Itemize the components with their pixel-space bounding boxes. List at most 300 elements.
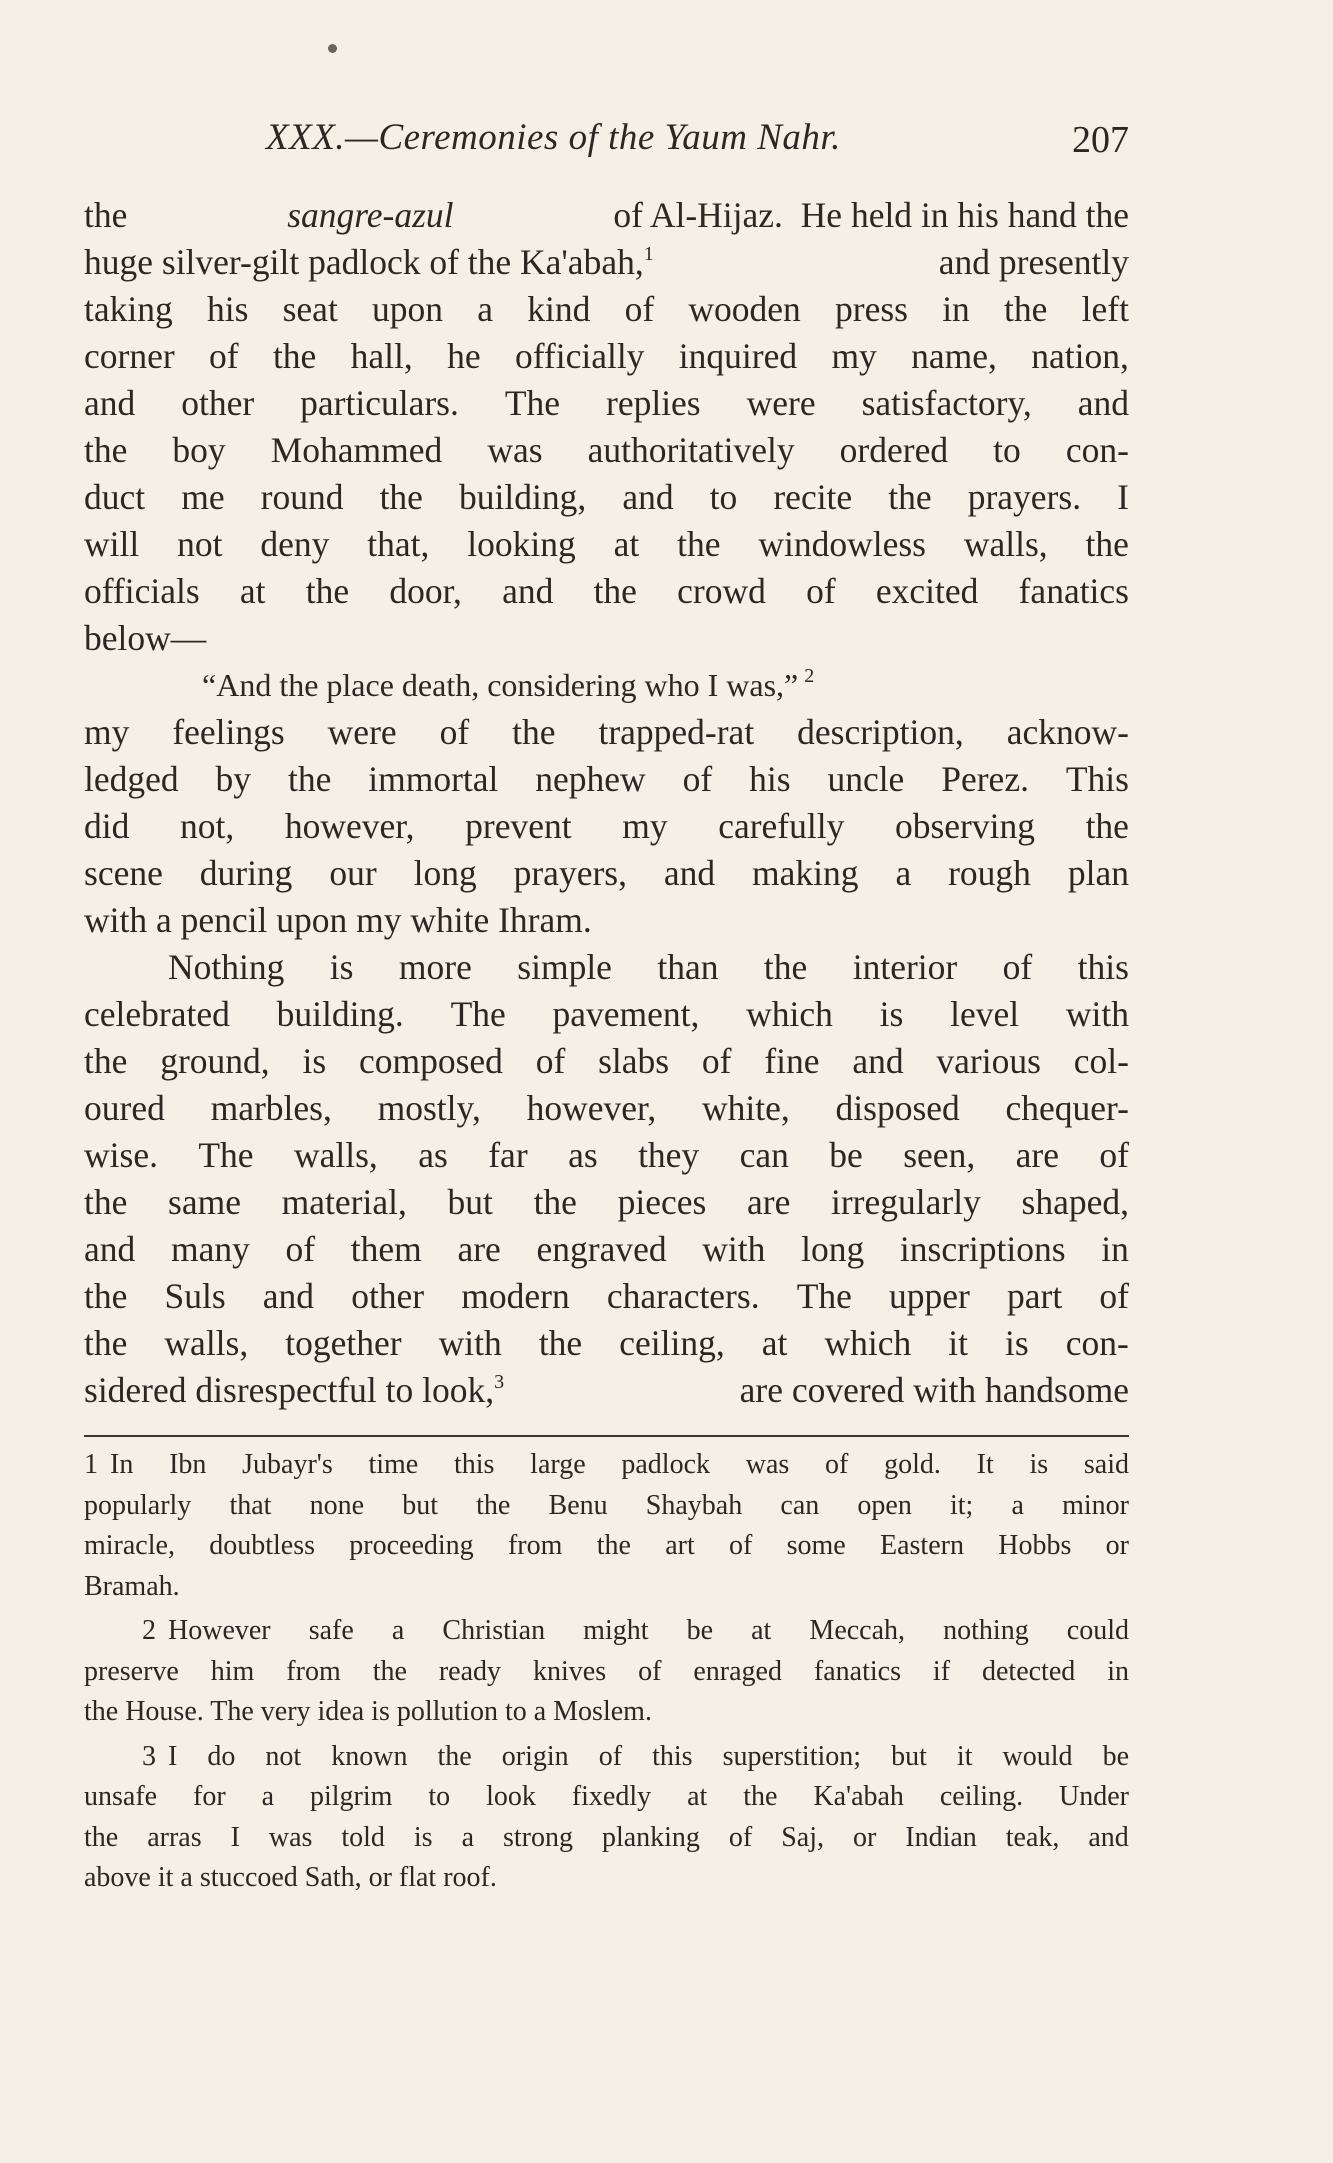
word: doubtless (209, 1530, 316, 1561)
word: upon (372, 289, 444, 329)
word: making (752, 853, 859, 893)
text-line (84, 803, 1129, 850)
word: excited (875, 571, 979, 611)
word: were (746, 383, 816, 423)
word: fixedly (571, 1781, 652, 1812)
word: various (936, 1041, 1041, 1081)
word: long (801, 1229, 865, 1269)
word: crowd (677, 571, 766, 611)
word: the (1004, 289, 1048, 329)
footnote-2 (84, 1611, 1129, 1733)
word: the (272, 336, 317, 376)
word: material, (281, 1182, 407, 1222)
text-line (84, 756, 1129, 803)
word: irregularly (831, 1182, 981, 1222)
word: fanatics (813, 1655, 901, 1687)
word: the (888, 477, 932, 517)
word: by (215, 759, 252, 799)
word: from (286, 1655, 341, 1687)
word: popularly (84, 1489, 192, 1521)
word: chequer- (1005, 1088, 1129, 1128)
word: at (687, 1781, 708, 1812)
word: celebrated (84, 994, 230, 1034)
word: deny (260, 524, 330, 564)
word: in (1101, 1229, 1129, 1269)
word: is (879, 994, 904, 1034)
text-line (84, 850, 1129, 897)
word: interior (852, 947, 958, 987)
word: strong (502, 1821, 573, 1853)
word: fanatics (1018, 571, 1129, 611)
text-run: and presently (938, 242, 1129, 282)
word: pilgrim (309, 1781, 393, 1812)
word: hall, (350, 336, 413, 376)
word: recite (773, 477, 853, 517)
word: the (533, 1182, 577, 1222)
word: were (327, 712, 397, 752)
word: I (1117, 477, 1129, 517)
word: of (806, 571, 836, 611)
word: unsafe (84, 1781, 158, 1812)
word: during (199, 853, 293, 893)
italic-term: sangre-azul (287, 195, 454, 235)
running-head: XXX.—Ceremonies of the Yaum Nahr. (266, 117, 841, 158)
word: ordered (839, 430, 949, 470)
word: this (1077, 947, 1129, 987)
word: prayers. (967, 477, 1082, 517)
word: not, (179, 806, 235, 846)
text-line (84, 1273, 1129, 1320)
word: ground, (160, 1041, 270, 1081)
word: preserve (84, 1655, 179, 1687)
word: my (831, 336, 877, 376)
quote-text: “And the place death, considering who I was,” (202, 667, 799, 703)
word: at (761, 1323, 788, 1363)
word: a (461, 1821, 474, 1853)
word: and (84, 383, 136, 423)
text-run (84, 1367, 504, 1414)
word: Under (1059, 1781, 1129, 1812)
word: a (1011, 1489, 1024, 1521)
word: are (1015, 1135, 1059, 1175)
word: con- (1065, 430, 1129, 470)
word: and (1077, 383, 1129, 423)
footnote-ref-2[interactable]: 2 (804, 665, 815, 687)
text-line (84, 192, 1129, 239)
word: arras (147, 1821, 202, 1853)
word: disposed (835, 1088, 960, 1128)
word: of (209, 336, 239, 376)
word: the (84, 430, 128, 470)
word: white, (702, 1088, 790, 1128)
word: the (1085, 806, 1129, 846)
word: at (239, 571, 266, 611)
word: walls, (963, 524, 1048, 564)
word: modern (461, 1276, 570, 1316)
word: feelings (172, 712, 285, 752)
word: composed (358, 1041, 503, 1081)
word: windowless (758, 524, 926, 564)
text-line (84, 1320, 1129, 1367)
word: the (379, 477, 423, 517)
word: to (709, 477, 738, 517)
text-line (84, 1132, 1129, 1179)
word: pieces (617, 1182, 707, 1222)
word: the (1085, 524, 1129, 564)
text-line: below— (84, 618, 207, 658)
word: ready (438, 1655, 502, 1687)
word: enraged (693, 1655, 782, 1687)
footnote-line: Bramah. (84, 1570, 180, 1602)
word: his (749, 759, 791, 799)
word: uncle (827, 759, 905, 799)
word: the (287, 759, 332, 799)
word: will (84, 524, 140, 564)
word: mostly, (377, 1088, 481, 1128)
word: shaped, (1021, 1182, 1129, 1222)
word: than (657, 947, 719, 987)
word: with (1065, 994, 1129, 1034)
word: left (1081, 289, 1129, 329)
word: is (302, 1041, 327, 1081)
word: of (624, 289, 655, 329)
word: for (193, 1781, 226, 1812)
block-quote (84, 662, 1129, 709)
text-line (84, 568, 1129, 615)
footnote-number: 3 (142, 1740, 156, 1772)
word: which (746, 994, 833, 1034)
word: satisfactory, (861, 383, 1032, 423)
word: and (622, 477, 674, 517)
word: inscriptions (899, 1229, 1066, 1269)
word: The (198, 1135, 254, 1175)
word: building. (276, 994, 404, 1034)
text-line (84, 1179, 1129, 1226)
word: it; (950, 1489, 974, 1521)
footnote-text: However safe a Christian might be at Meccah, nothing could (168, 1615, 1129, 1646)
word: the (84, 1276, 128, 1316)
word: seat (282, 289, 338, 329)
word: teak, (1005, 1821, 1060, 1853)
word: of (535, 1041, 566, 1081)
word: at (613, 524, 640, 564)
word: of (682, 759, 713, 799)
word: planking (601, 1821, 700, 1853)
word: it (948, 1323, 968, 1363)
footnote-number: 2 (142, 1615, 156, 1646)
word: wooden (688, 289, 801, 329)
word: the (84, 1041, 128, 1081)
word: long (413, 853, 477, 893)
word: in (1107, 1655, 1129, 1687)
word: nephew (535, 759, 646, 799)
word: Hobbs (998, 1530, 1072, 1561)
footnote-line (84, 1818, 1129, 1859)
word: to (428, 1781, 451, 1812)
word: however, (284, 806, 415, 846)
word: art (665, 1530, 695, 1561)
word: detected (981, 1655, 1076, 1687)
word: of (1002, 947, 1033, 987)
word: Ka'abah (813, 1781, 904, 1812)
word: they (638, 1135, 700, 1175)
word: he (447, 336, 481, 376)
word: building, (459, 477, 587, 517)
footnote-line (84, 1526, 1129, 1567)
word: and (502, 571, 554, 611)
word: The (450, 994, 506, 1034)
word: The (504, 383, 561, 423)
word: I (230, 1821, 240, 1853)
word: them (350, 1229, 422, 1269)
word: was (487, 430, 543, 470)
word: minor (1062, 1489, 1129, 1521)
footnote-rule (84, 1435, 1129, 1437)
word: ledged (84, 759, 179, 799)
text-run: the (84, 195, 128, 235)
word: This (1065, 759, 1129, 799)
word: observing (894, 806, 1035, 846)
word: but (447, 1182, 493, 1222)
word: walls, (294, 1135, 378, 1175)
word: did (84, 806, 130, 846)
footnote-line (84, 1445, 1129, 1486)
word: ceiling. (939, 1781, 1024, 1812)
word: but (402, 1489, 438, 1521)
word: level (950, 994, 1020, 1034)
word: was (268, 1821, 313, 1853)
word: the (84, 1821, 119, 1853)
word: of (285, 1229, 316, 1269)
word: as (418, 1135, 448, 1175)
word: carefully (718, 806, 845, 846)
word: the (84, 1323, 128, 1363)
word: of (439, 712, 470, 752)
word: Shaybah (645, 1489, 743, 1521)
word: seen, (903, 1135, 976, 1175)
word: none (309, 1489, 365, 1521)
text-line: with a pencil upon my white Ihram. (84, 900, 592, 940)
word: a (261, 1781, 275, 1812)
text-run: sidered disrespectful to look, (84, 1370, 495, 1410)
word: can (780, 1489, 820, 1521)
word: acknow- (1006, 712, 1129, 752)
text-line (84, 709, 1129, 756)
word: to (993, 430, 1021, 470)
text-line (84, 239, 1129, 286)
word: pavement, (552, 994, 700, 1034)
word: Benu (548, 1489, 608, 1521)
word: duct (84, 477, 146, 517)
word: of (638, 1655, 662, 1687)
word: looking (467, 524, 576, 564)
word: marbles, (210, 1088, 332, 1128)
word: some (786, 1530, 846, 1561)
word: and (852, 1041, 904, 1081)
word: officials (84, 571, 200, 611)
word: simple (517, 947, 612, 987)
word: taking (84, 289, 173, 329)
word: Perez. (941, 759, 1029, 799)
text-run (84, 239, 654, 286)
word: other (181, 383, 255, 423)
word: however, (526, 1088, 657, 1128)
word: Eastern (880, 1530, 964, 1561)
word: Mohammed (270, 430, 443, 470)
footnote-text: I do not known the origin of this superstition; but it would be (168, 1740, 1129, 1772)
word: officially (514, 336, 645, 376)
word: that (229, 1489, 272, 1521)
word: proceeding (349, 1530, 474, 1561)
word: wise. (84, 1135, 158, 1175)
word: is (413, 1821, 433, 1853)
word: replies (606, 383, 701, 423)
word: the (84, 1182, 128, 1222)
word: The (796, 1276, 852, 1316)
word: trapped-rat (598, 712, 755, 752)
word: is (1005, 1323, 1029, 1363)
footnote-ref-3[interactable]: 3 (494, 1371, 505, 1393)
word: miracle, (84, 1530, 175, 1561)
word: round (260, 477, 344, 517)
text-line (84, 521, 1129, 568)
word: prevent (465, 806, 572, 846)
text-run: of Al-Hijaz. He held in his hand the (613, 195, 1129, 235)
word: col- (1073, 1041, 1129, 1081)
word: Suls (164, 1276, 226, 1316)
body-text (84, 192, 1129, 1414)
word: the (372, 1655, 407, 1687)
word: told (341, 1821, 385, 1853)
text-line (84, 944, 1129, 991)
word: a (895, 853, 912, 893)
text-line (84, 474, 1129, 521)
word: kind (527, 289, 591, 329)
word: which (824, 1323, 912, 1363)
word: be (829, 1135, 863, 1175)
word: nation, (1031, 336, 1129, 376)
word: from (507, 1530, 563, 1561)
word: many (170, 1229, 250, 1269)
word: same (168, 1182, 241, 1222)
page-number: 207 (1072, 119, 1129, 161)
text-line (84, 1226, 1129, 1273)
word: more (398, 947, 472, 987)
word: the (476, 1489, 511, 1521)
word: fine (764, 1041, 820, 1081)
word: of (729, 1530, 753, 1561)
text-line (84, 333, 1129, 380)
text-line (84, 427, 1129, 474)
word: of (701, 1041, 732, 1081)
word: Saj, (781, 1821, 824, 1853)
text-run: are covered with handsome (739, 1370, 1129, 1410)
word: inquired (678, 336, 798, 376)
footnotes (84, 1445, 1129, 1903)
word: door, (389, 571, 462, 611)
word: are (746, 1182, 791, 1222)
word: the (596, 1530, 631, 1561)
word: particulars. (300, 383, 459, 423)
footnote-ref-1[interactable]: 1 (643, 243, 654, 265)
word: me (181, 477, 225, 517)
word: engraved (536, 1229, 667, 1269)
word: look (486, 1781, 536, 1812)
word: description, (797, 712, 964, 752)
word: our (329, 853, 377, 893)
word: not (177, 524, 223, 564)
word: with (702, 1229, 766, 1269)
text-line (84, 380, 1129, 427)
footnote-line (84, 1611, 1129, 1652)
word: press (835, 289, 908, 329)
word: my (84, 712, 130, 752)
word: con- (1065, 1323, 1129, 1363)
word: and (1088, 1821, 1129, 1853)
word: Indian (905, 1821, 977, 1853)
word: the (538, 1323, 583, 1363)
word: prayers, (513, 853, 627, 893)
word: the (743, 1781, 778, 1812)
word: name, (911, 336, 997, 376)
word: my (622, 806, 668, 846)
word: as (568, 1135, 598, 1175)
text-line (84, 1367, 1129, 1414)
text-line (84, 991, 1129, 1038)
footnote-3 (84, 1737, 1129, 1899)
footnote-line: above it a stuccoed Sath, or flat roof. (84, 1862, 497, 1893)
word: immortal (368, 759, 499, 799)
footnote-text: In Ibn Jubayr's time this large padlock was of gold. It is said (110, 1449, 1129, 1480)
word: the (677, 524, 721, 564)
word: oured (84, 1088, 165, 1128)
footnote-line (84, 1652, 1129, 1693)
word: in (942, 289, 970, 329)
word: upper (889, 1276, 970, 1316)
word: that, (367, 524, 430, 564)
word: the (763, 947, 808, 987)
word: is (329, 947, 354, 987)
text-line (84, 286, 1129, 333)
word: of (1099, 1135, 1129, 1175)
word: and (262, 1276, 315, 1316)
word: and (663, 853, 716, 893)
page-header (84, 116, 1129, 166)
word: slabs (598, 1041, 670, 1081)
word: ceiling, (619, 1323, 725, 1363)
word: together (285, 1323, 402, 1363)
word: are (457, 1229, 501, 1269)
ink-speck (328, 44, 337, 53)
word: authoritatively (587, 430, 795, 470)
word: plan (1067, 853, 1129, 893)
footnote-line: the House. The very idea is pollution to a Moslem. (84, 1696, 652, 1727)
word: of (1099, 1276, 1129, 1316)
footnote-line (84, 1486, 1129, 1527)
word: scene (84, 853, 163, 893)
word: him (210, 1655, 255, 1687)
word: corner (84, 336, 175, 376)
word: other (351, 1276, 425, 1316)
word: far (488, 1135, 528, 1175)
word: knives (533, 1655, 607, 1687)
word: the (305, 571, 350, 611)
word: a (477, 289, 494, 329)
footnote-1 (84, 1445, 1129, 1607)
footnote-line (84, 1777, 1129, 1818)
word: boy (172, 430, 226, 470)
word: or (1105, 1530, 1129, 1561)
